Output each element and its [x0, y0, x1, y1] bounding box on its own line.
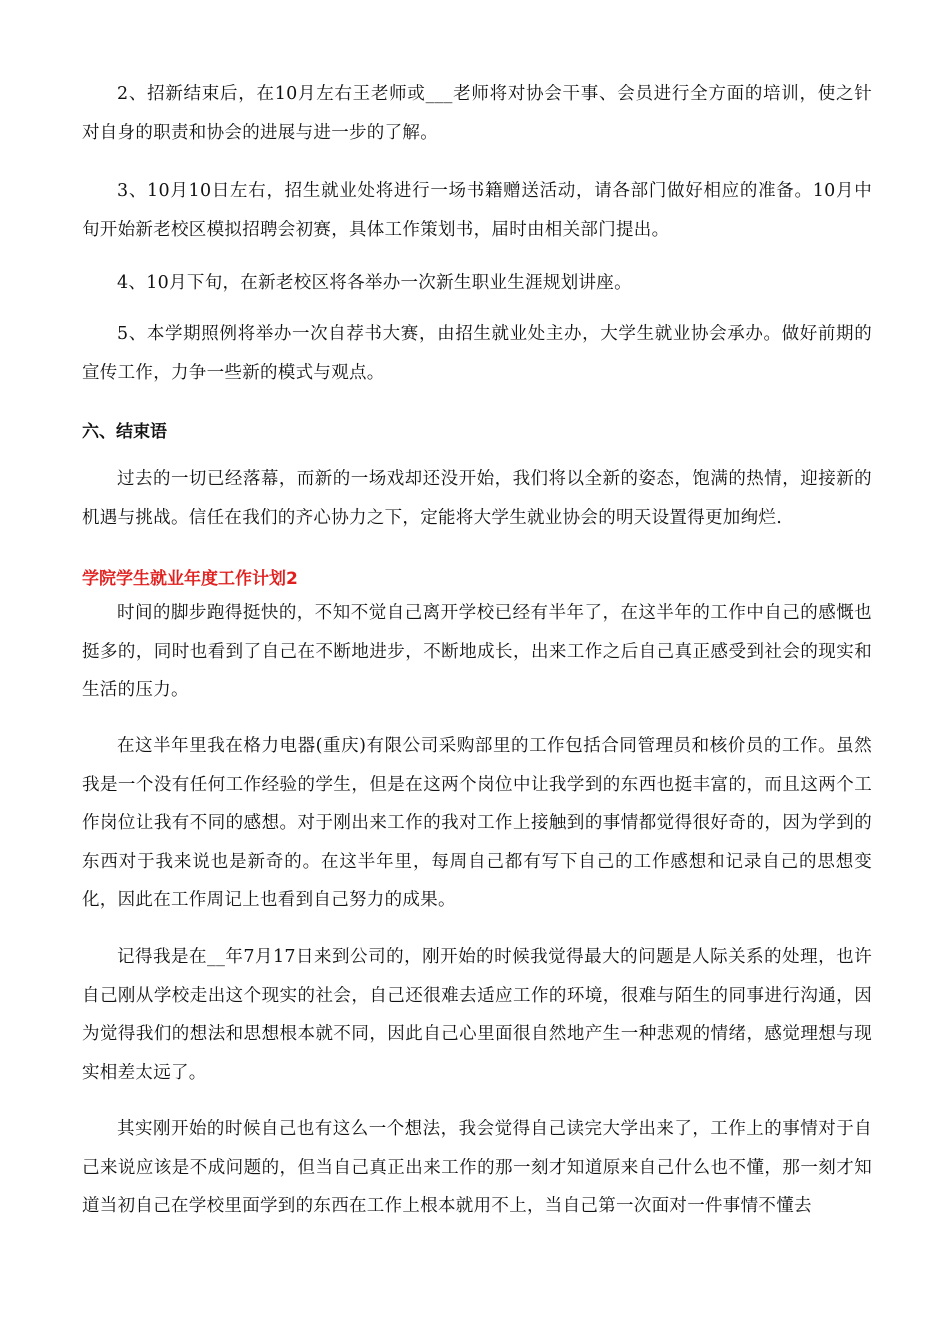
- article-title: 学院学生就业年度工作计划2: [82, 569, 298, 589]
- paragraph-book-donation: 3、10月10日左右，招生就业处将进行一场书籍赠送活动，请各部门做好相应的准备。10月中旬开始新老校区模拟招聘会初赛，具体工作策划书，届时由相关部门提出。: [82, 181, 872, 240]
- paragraph-conclusion: 过去的一切已经落幕，而新的一场戏却还没开始，我们将以全新的姿态，饱满的热情，迎接新的机遇与挑战。信任在我们的齐心协力之下，定能将大学生就业协会的明天设置得更加绚烂.: [82, 469, 872, 528]
- paragraph-initial-thoughts: 其实刚开始的时候自己也有这么一个想法，我会觉得自己读完大学出来了，工作上的事情对于自己来说应该是不成问题的，但当自己真正出来工作的那一刻才知道原来自己什么也不懂，那一刻才知道当初自己在学校里面学到的东西在工作上根本就用不上，当自己第一次面对一件事情不懂去: [82, 1119, 872, 1216]
- section-heading-conclusion: 六、结束语: [82, 422, 167, 442]
- paragraph-half-year-reflection: 时间的脚步跑得挺快的，不知不觉自己离开学校已经有半年了，在这半年的工作中自己的感慨也挺多的，同时也看到了自己在不断地进步，不断地成长，出来工作之后自己真正感受到社会的现实和生活的压力。: [82, 603, 872, 700]
- paragraph-career-lecture: 4、10月下旬，在新老校区将各举办一次新生职业生涯规划讲座。: [117, 273, 632, 293]
- paragraph-self-recommendation-contest: 5、本学期照例将举办一次自荐书大赛，由招生就业处主办，大学生就业协会承办。做好前期的宣传工作，力争一些新的模式与观点。: [82, 324, 872, 383]
- paragraph-training-plan: 2、招新结束后，在10月左右王老师或___老师将对协会干事、会员进行全方面的培训，使之针对自身的职责和协会的进展与进一步的了解。: [82, 84, 872, 143]
- paragraph-gree-procurement: 在这半年里我在格力电器(重庆)有限公司采购部里的工作包括合同管理员和核价员的工作。虽然我是一个没有任何工作经验的学生，但是在这两个岗位中让我学到的东西也挺丰富的，而且这两个工作岗位让我有不同的感想。对于刚出来工作的我对工作上接触到的事情都觉得很好奇的，因为学到的东西对于我来说也是新奇的。在这半年里，每周自己都有写下自己的工作感想和记录自己的思想变化，因此在工作周记上也看到自己努力的成果。: [82, 736, 872, 910]
- paragraph-arrival-relations: 记得我是在__年7月17日来到公司的，刚开始的时候我觉得最大的问题是人际关系的处理，也许自己刚从学校走出这个现实的社会，自己还很难去适应工作的环境，很难与陌生的同事进行沟通，因为觉得我们的想法和思想根本就不同，因此自己心里面很自然地产生一种悲观的情绪，感觉理想与现实相差太远了。: [82, 947, 872, 1083]
